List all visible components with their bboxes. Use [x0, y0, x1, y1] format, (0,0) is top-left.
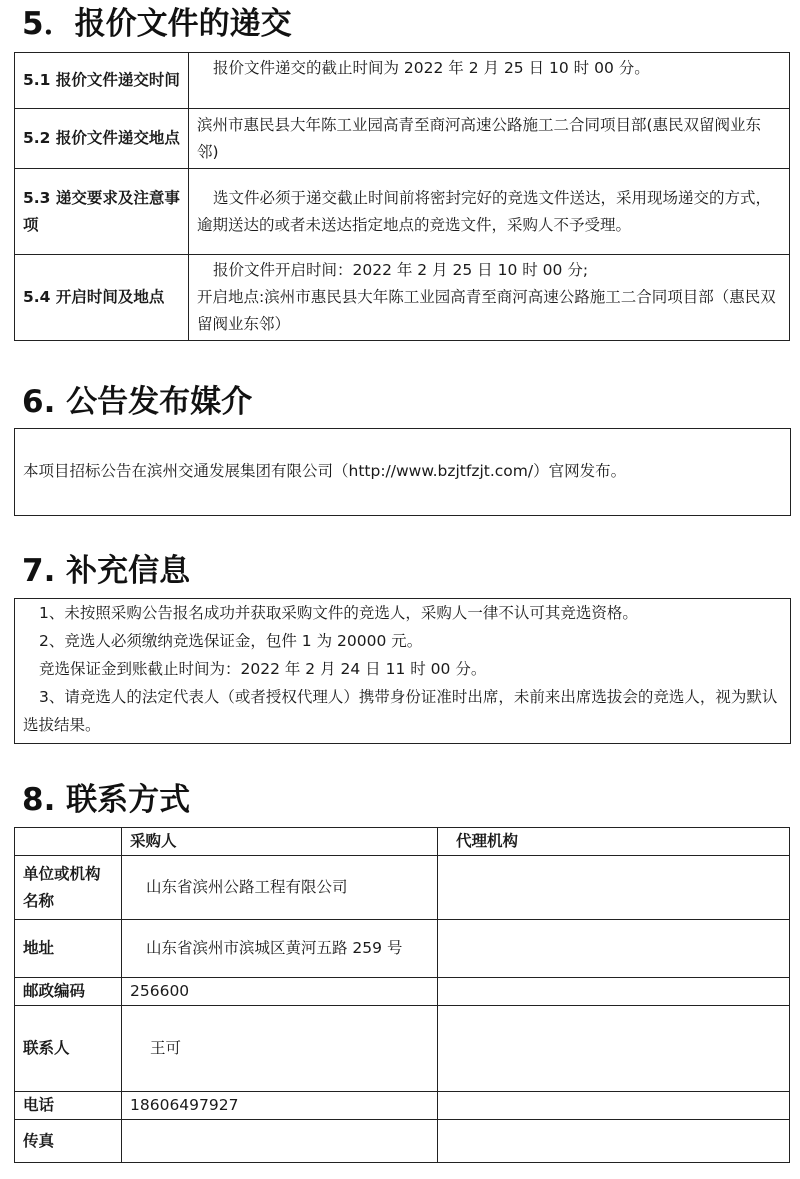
agency-cell	[438, 978, 790, 1006]
table-row	[15, 109, 790, 169]
supplementary-box	[14, 598, 791, 744]
opening-place-text: 开启地点:滨州市惠民县大年陈工业园高青至商河高速公路施工二合同项目部（惠民双留阀业东邻）	[197, 288, 776, 333]
opening-time-text: 报价文件开启时间：2022 年 2 月 25 日 10 时 00 分;	[213, 261, 589, 279]
row-label: 5.4 开启时间及地点	[15, 255, 189, 341]
section8-title: 8. 联系方式	[22, 782, 191, 818]
row-label: 联系人	[15, 1006, 122, 1092]
table-row	[15, 920, 790, 978]
section5-title: 5．报价文件的递交	[22, 6, 292, 42]
list-item: 1、未按照采购公告报名成功并获取采购文件的竞选人，采购人一律不认可其竞选资格。	[39, 604, 638, 622]
media-text: 本项目招标公告在滨州交通发展集团有限公司（http://www.bzjtfzjt.com/）官网发布。	[23, 462, 627, 480]
table-row	[15, 53, 790, 109]
list-item: 2、竞选人必须缴纳竞选保证金，包件 1 为 20000 元。	[39, 632, 423, 650]
row-content	[189, 255, 790, 341]
row-label: 电话	[15, 1092, 122, 1120]
table-row	[15, 169, 790, 255]
table-header-row	[15, 828, 790, 856]
header-agency: 代理机构	[438, 828, 790, 856]
submission-requirements-text: 选文件必须于递交截止时间前将密封完好的竞选文件送达，采用现场递交的方式，逾期送达的或者未送达指定地点的竞选文件，采购人不予受理。	[197, 188, 772, 234]
contact-table	[14, 827, 790, 1163]
list-item: 竞选保证金到账截止时间为：2022 年 2 月 24 日 11 时 00 分。	[39, 660, 487, 678]
section6-title: 6. 公告发布媒介	[22, 384, 253, 420]
row-label: 5.1 报价文件递交时间	[15, 53, 189, 109]
row-label: 传真	[15, 1120, 122, 1163]
section7-title: 7. 补充信息	[22, 553, 191, 589]
row-label: 单位或机构名称	[15, 856, 122, 920]
table-row	[15, 1092, 790, 1120]
purchaser-cell: 18606497927	[122, 1092, 438, 1120]
header-purchaser: 采购人	[122, 828, 438, 856]
table-row	[15, 1120, 790, 1163]
agency-cell	[438, 1120, 790, 1163]
header-blank-cell	[15, 828, 122, 856]
contact-person: 王可	[150, 1039, 182, 1057]
purchaser-name: 山东省滨州公路工程有限公司	[146, 878, 348, 896]
agency-cell	[438, 920, 790, 978]
agency-cell	[438, 1092, 790, 1120]
row-content: 滨州市惠民县大年陈工业园高青至商河高速公路施工二合同项目部(惠民双留阀业东邻)	[189, 109, 790, 169]
submission-table	[14, 52, 790, 341]
media-box	[14, 428, 791, 516]
table-row	[15, 255, 790, 341]
purchaser-address: 山东省滨州市滨城区黄河五路 259 号	[146, 939, 403, 957]
purchaser-cell	[122, 1006, 438, 1092]
list-item: 3、请竞选人的法定代表人（或者授权代理人）携带身份证准时出席，未前来出席选拔会的竞选人，视为默认选拔结果。	[23, 688, 778, 734]
purchaser-cell	[122, 920, 438, 978]
row-label: 5.2 报价文件递交地点	[15, 109, 189, 169]
table-row	[15, 1006, 790, 1092]
row-label: 邮政编码	[15, 978, 122, 1006]
purchaser-cell	[122, 1120, 438, 1163]
table-row	[15, 856, 790, 920]
row-label: 地址	[15, 920, 122, 978]
row-label: 5.3 递交要求及注意事项	[15, 169, 189, 255]
table-row	[15, 978, 790, 1006]
agency-cell	[438, 856, 790, 920]
row-content	[189, 53, 790, 109]
submission-deadline-text: 报价文件递交的截止时间为 2022 年 2 月 25 日 10 时 00 分。	[213, 59, 650, 77]
agency-cell	[438, 1006, 790, 1092]
purchaser-cell: 256600	[122, 978, 438, 1006]
row-content	[189, 169, 790, 255]
purchaser-cell	[122, 856, 438, 920]
